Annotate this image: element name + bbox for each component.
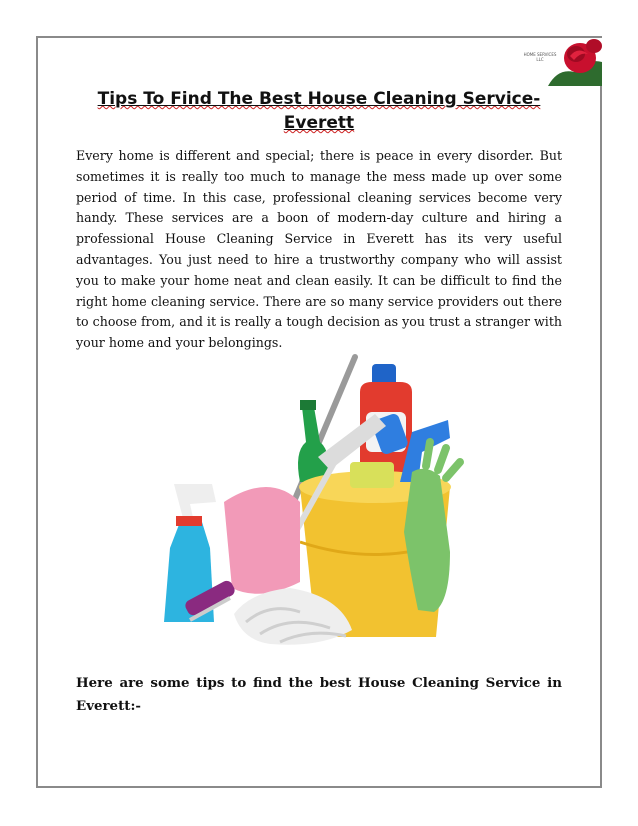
company-logo [518,38,602,86]
cleaning-supplies-image [150,352,490,652]
rose-logo-icon [518,38,602,86]
page-title: Tips To Find The Best House Cleaning Service-Everett [97,89,541,133]
intro-paragraph: Every home is different and special; there is peace in every disorder. But sometimes it is really too much to manage the mess made up over some period of time. In this case, professional cleaning services become very handy. These services are a boon of modern-day culture and hiring a professional House Cleaning Service in Everett has its very useful advantages. You just need to hire a trustworthy company who will assist you to make your home neat and clean easily. It can be difficult to find the right home cleaning service. There are so many service providers out there to choose from, and it is really a tough decision as you trust a stranger with your home and your belongings. [76,148,562,351]
dustpan-icon [224,487,300,594]
logo-text: HOME SERVICES LLC [523,52,557,62]
tips-heading: Here are some tips to find the best House Cleaning Service in Everett:- [76,675,562,714]
